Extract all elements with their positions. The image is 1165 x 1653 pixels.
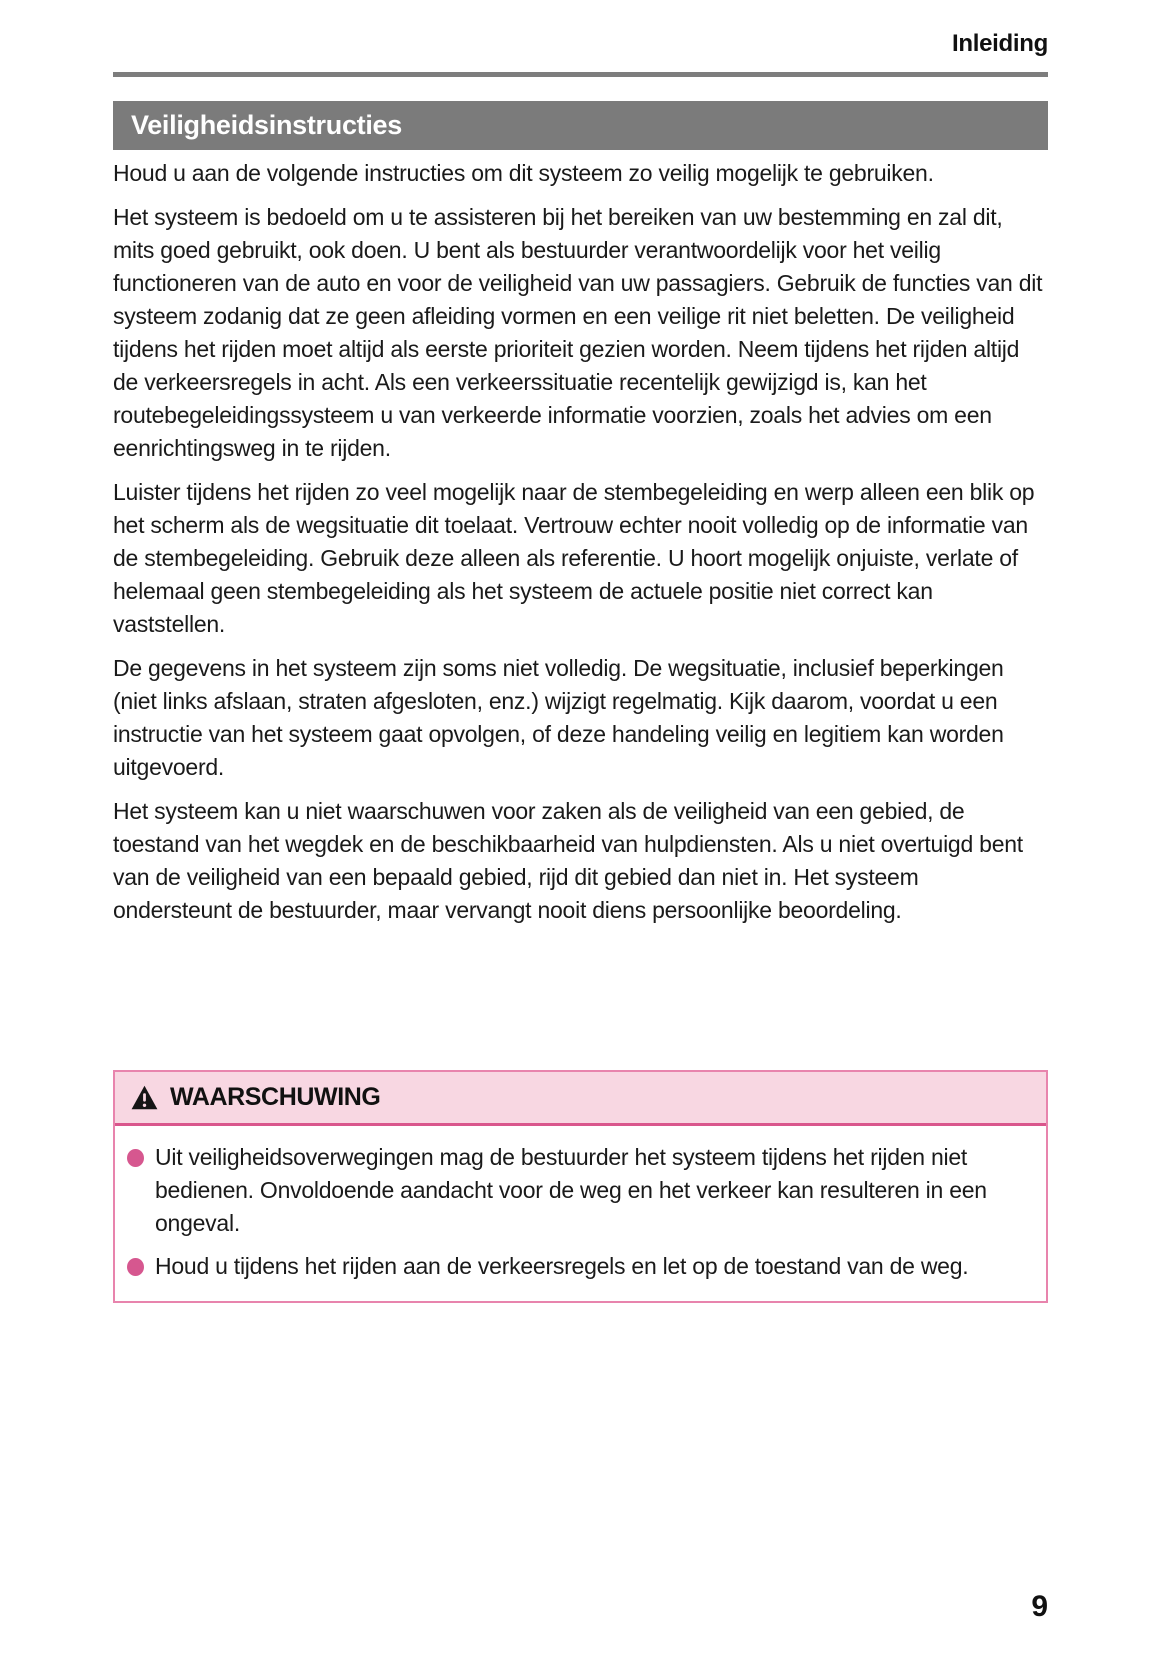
warning-header	[115, 1072, 1046, 1126]
bullet-icon	[127, 1258, 144, 1276]
body-paragraph: Het systeem kan u niet waarschuwen voor zaken als de veiligheid van een gebied, de toestand van het wegdek en de beschikbaarheid van hulpdiensten. Als u niet overtuigd bent van de veiligheid van een bepaald gebied, rijd dit gebied dan niet in. Het systeem ondersteunt de bestuurder, maar vervangt nooit diens persoonlijke beoordeling.	[113, 798, 1023, 923]
body-text	[113, 157, 1048, 938]
header-rule	[113, 72, 1048, 77]
body-paragraph: Luister tijdens het rijden zo veel mogelijk naar de stembegeleiding en werp alleen een blik op het scherm als de wegsituatie dit toelaat. Vertrouw echter nooit volledig op de informatie van de stembegeleiding. Gebruik deze alleen als referentie. U hoort mogelijk onjuiste, verlate of helemaal geen stembegeleiding als het systeem de actuele positie niet correct kan vaststellen.	[113, 479, 1035, 637]
warning-box	[113, 1070, 1048, 1303]
section-header: Inleiding	[952, 30, 1048, 57]
body-paragraph: De gegevens in het systeem zijn soms niet volledig. De wegsituatie, inclusief beperkingen (niet links afslaan, straten afgesloten, enz.) wijzigt regelmatig. Kijk daarom, voordat u een instructie van het systeem gaat opvolgen, of deze handeling veilig en legitiem kan worden uitgevoerd.	[113, 655, 1004, 780]
warning-triangle-icon	[131, 1085, 158, 1110]
warning-bullet-text: Houd u tijdens het rijden aan de verkeersregels en let op de toestand van de weg.	[155, 1253, 969, 1279]
section-title-bar	[113, 101, 1048, 150]
warning-bullet	[127, 1141, 1008, 1240]
bullet-icon	[127, 1149, 144, 1167]
body-paragraph: Houd u aan de volgende instructies om dit systeem zo veilig mogelijk te gebruiken.	[113, 160, 934, 186]
section-title: Veiligheidsinstructies	[131, 110, 402, 140]
warning-bullet-text: Uit veiligheidsoverwegingen mag de bestuurder het systeem tijdens het rijden niet bedienen. Onvoldoende aandacht voor de weg en het verkeer kan resulteren in een ongeval.	[155, 1144, 987, 1236]
warning-title: WAARSCHUWING	[170, 1083, 381, 1111]
body-paragraph: Het systeem is bedoeld om u te assisteren bij het bereiken van uw bestemming en zal dit, mits goed gebruikt, ook doen. U bent als bestuurder verantwoordelijk voor het veilig functioneren van de auto en voor de veiligheid van uw passagiers. Gebruik de functies van dit systeem zodanig dat ze geen afleiding vormen en een veilige rit niet beletten. De veiligheid tijdens het rijden moet altijd als eerste prioriteit gezien worden. Neem tijdens het rijden altijd de verkeersregels in acht. Als een verkeerssituatie recentelijk gewijzigd is, kan het routebegeleidingssysteem u van verkeerde informatie voorzien, zoals het advies om een eenrichtingsweg in te rijden.	[113, 204, 1043, 461]
warning-bullet	[127, 1250, 1008, 1283]
warning-body	[115, 1126, 1046, 1301]
page-number: 9	[1031, 1590, 1048, 1623]
